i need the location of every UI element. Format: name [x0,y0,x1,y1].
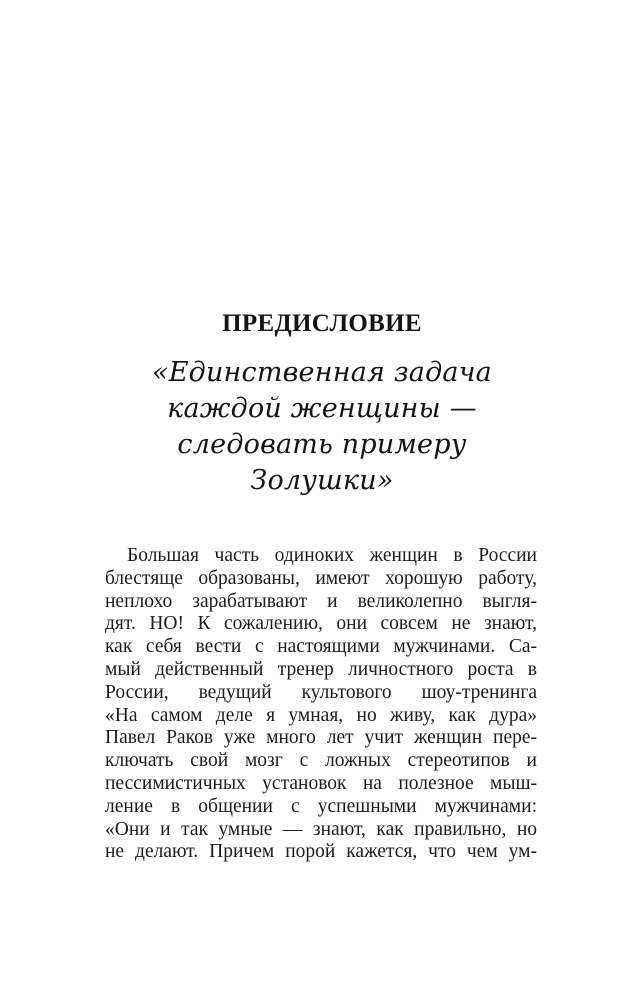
body-line: ление в общении с успешными мужчинами: [105,795,537,817]
body-line: Большая часть одиноких женщин в России [127,545,537,566]
body-line: не делают. Причем порой кажется, что чем ум- [105,841,537,863]
epigraph-line: каждой женщины — [167,393,477,424]
body-line: как себя вести с настоящими мужчинами. Са- [105,636,537,658]
epigraph-quote [120,355,524,499]
body-line: блестяще образованы, имеют хорошую работу, [105,567,537,589]
body-paragraph [105,545,537,864]
chapter-heading: ПРЕДИСЛОВИЕ [222,310,422,337]
body-line: пессимистичных установок на полезное мыш- [105,772,537,794]
epigraph-line: «Единственная задача [152,357,492,388]
body-line: неплохо зарабатывают и великолепно выгля- [105,590,537,612]
body-line: «На самом деле я умная, но живу, как дура» [105,704,537,726]
body-line: дят. НО! К сожалению, они совсем не знают, [105,613,537,635]
epigraph-line: следовать примеру [177,429,467,460]
body-line: России, ведущий культового шоу-тренинга [105,681,537,703]
body-line: мый действенный тренер личностного роста в [105,658,537,680]
body-line: ключать свой мозг с ложных стереотипов и [105,750,537,772]
body-line: Павел Раков уже много лет учит женщин пере- [105,727,537,749]
body-line: «Они и так умные — знают, как правильно, но [105,818,537,840]
epigraph-line: Золушки» [250,465,394,496]
